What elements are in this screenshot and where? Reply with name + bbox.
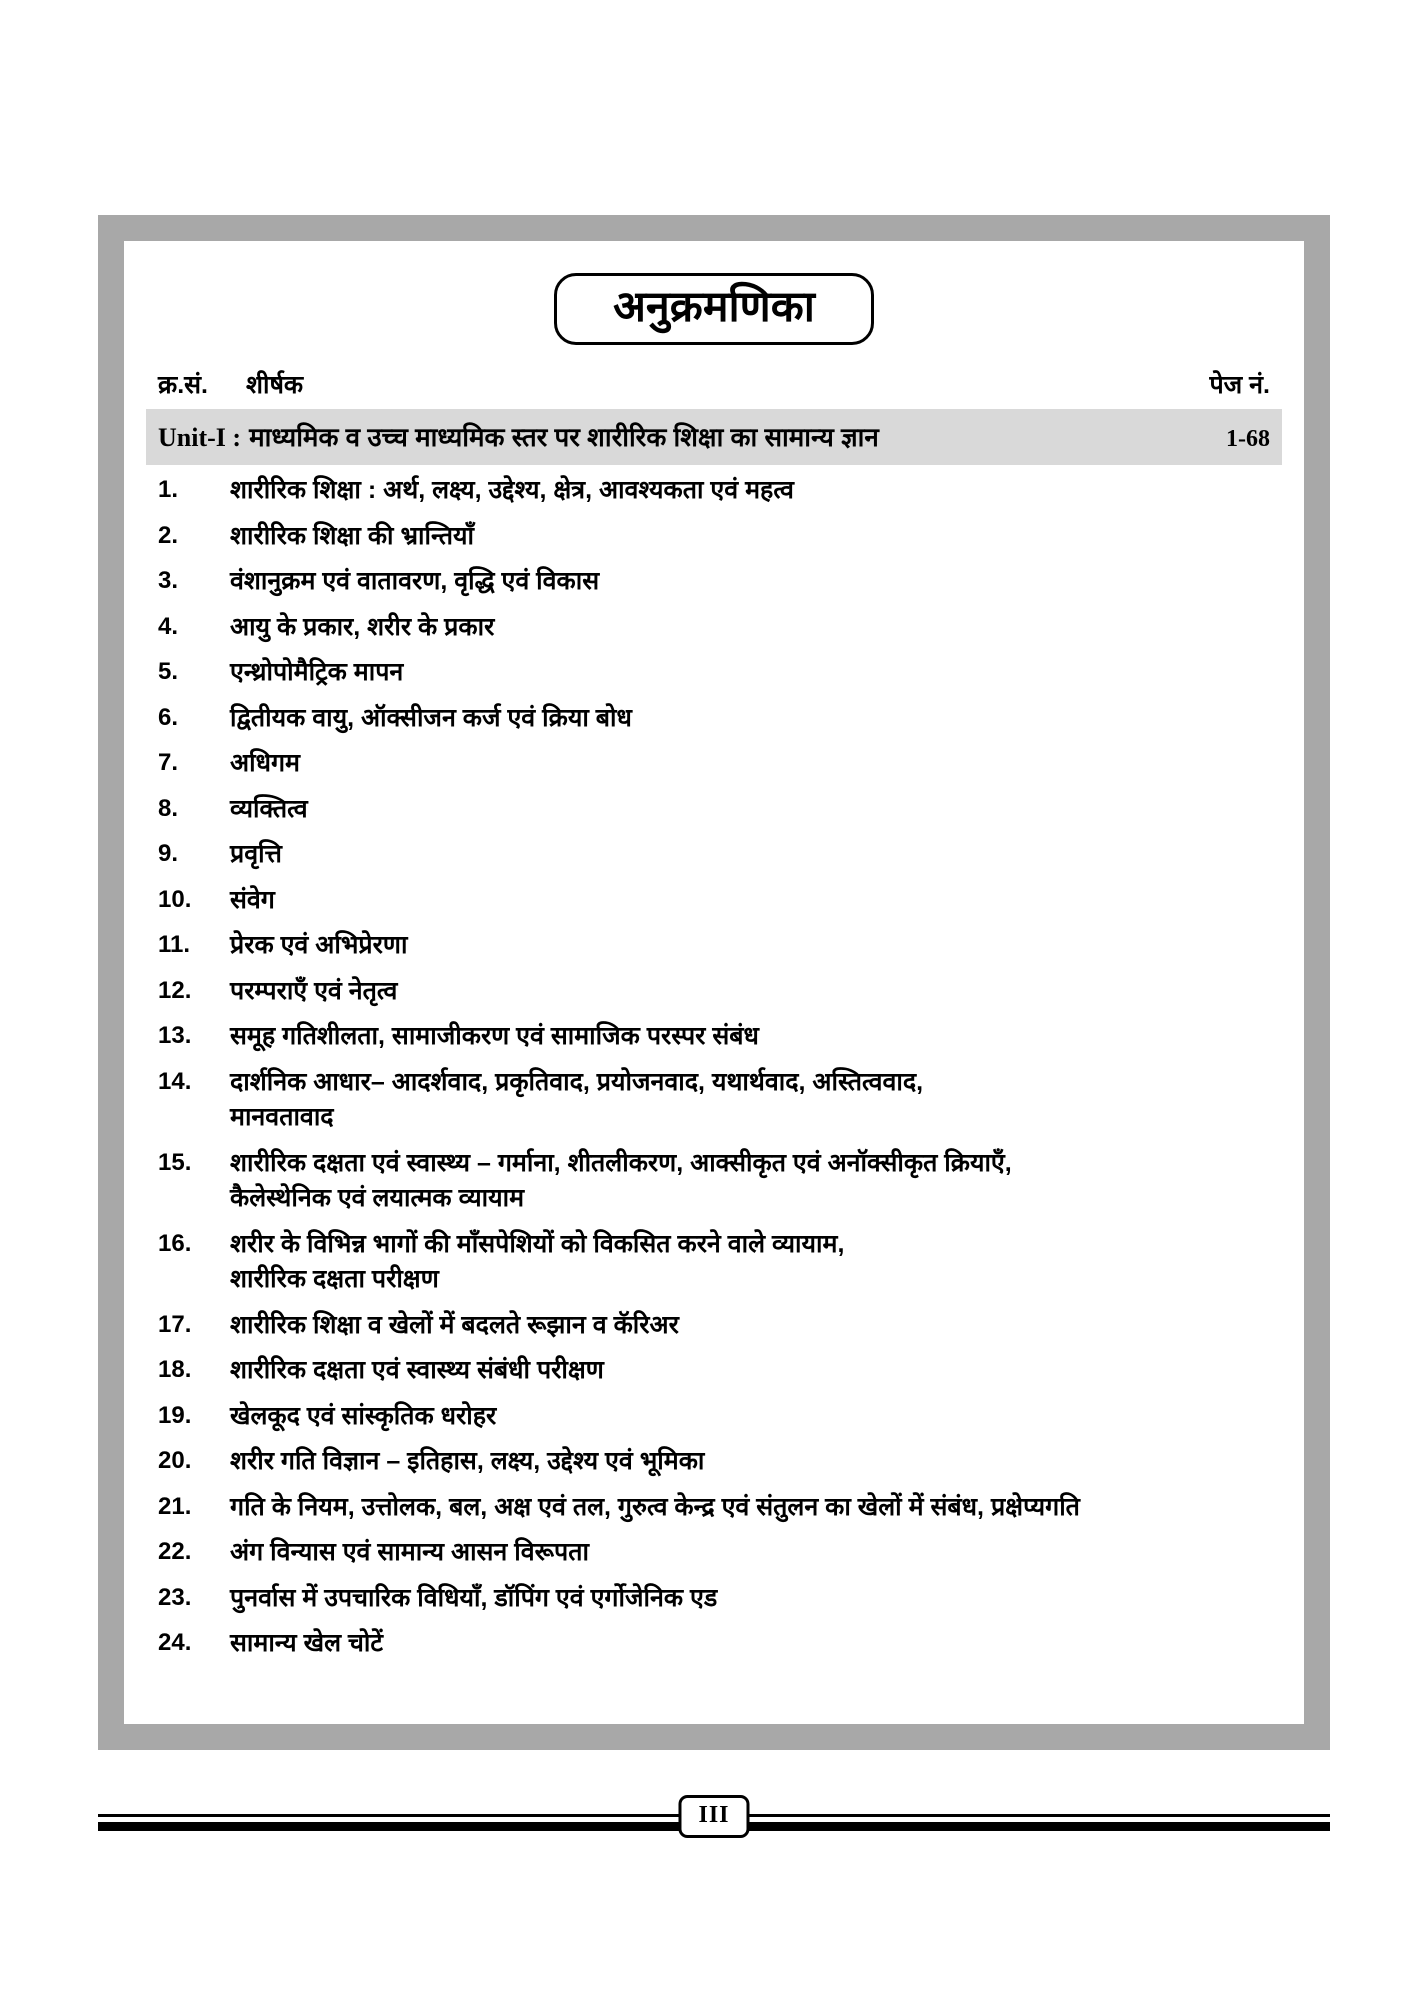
toc-row-title-line1: शारीरिक दक्षता एवं स्वास्थ्य – गर्माना, शीतलीकरण, आक्सीकृत एवं अनॉक्सीकृत क्रियाएँ, bbox=[230, 1148, 1012, 1177]
page-title-pill bbox=[554, 273, 874, 345]
toc-row-number: 24. bbox=[158, 1629, 192, 1657]
toc-row[interactable] bbox=[158, 610, 1270, 646]
toc-row-number: 19. bbox=[158, 1401, 192, 1429]
toc-row-title-line1: व्यक्तित्व bbox=[230, 794, 308, 823]
toc-row[interactable] bbox=[158, 746, 1270, 782]
toc-row-title bbox=[230, 701, 1270, 737]
toc-row-title bbox=[230, 473, 1270, 509]
toc-row-number: 6. bbox=[158, 703, 179, 731]
toc-row-number: 21. bbox=[158, 1492, 192, 1520]
toc-row[interactable] bbox=[158, 1308, 1270, 1344]
page-title: अनुक्रमणिका bbox=[613, 283, 815, 331]
toc-row-title bbox=[230, 1626, 1270, 1662]
toc-row-number: 7. bbox=[158, 749, 179, 777]
column-header-title: शीर्षक bbox=[246, 371, 304, 400]
toc-row-title-line1: खेलकूद एवं सांस्कृतिक धरोहर bbox=[230, 1401, 497, 1430]
toc-row-title-line1: पुनर्वास में उपचारिक विधियाँ, डॉपिंग एवं एर्गोजेनिक एड bbox=[230, 1583, 718, 1612]
footer-page-number: III bbox=[698, 1802, 730, 1828]
toc-row[interactable] bbox=[158, 1227, 1270, 1298]
toc-row-number: 1. bbox=[158, 476, 179, 504]
toc-row[interactable] bbox=[158, 701, 1270, 737]
toc-row[interactable] bbox=[158, 1019, 1270, 1055]
toc-row-title bbox=[230, 1146, 1270, 1217]
toc-row-title-line1: द्वितीयक वायु, ऑक्सीजन कर्ज एवं क्रिया बोध bbox=[230, 703, 632, 732]
toc-row[interactable] bbox=[158, 1490, 1270, 1526]
toc-row-title bbox=[230, 1399, 1270, 1435]
toc-row[interactable] bbox=[158, 1399, 1270, 1435]
toc-row-title-line1: आयु के प्रकार, शरीर के प्रकार bbox=[230, 612, 495, 641]
toc-row-title-line1: दार्शनिक आधार– आदर्शवाद, प्रकृतिवाद, प्रयोजनवाद, यथार्थवाद, अस्तित्ववाद, bbox=[230, 1067, 924, 1096]
toc-row-number: 18. bbox=[158, 1356, 192, 1384]
toc-row[interactable] bbox=[158, 1535, 1270, 1571]
toc-row-number: 4. bbox=[158, 612, 179, 640]
toc-row-title-line1: अधिगम bbox=[230, 749, 300, 778]
toc-row-number: 23. bbox=[158, 1583, 192, 1611]
toc-row-number: 20. bbox=[158, 1447, 192, 1475]
table-column-header bbox=[146, 361, 1282, 409]
toc-row-title-line1: शरीर के विभिन्न भागों की माँसपेशियों को विकसित करने वाले व्यायाम, bbox=[230, 1229, 845, 1258]
toc-row-number: 12. bbox=[158, 976, 192, 1004]
toc-row-title-line1: संवेग bbox=[230, 885, 275, 914]
toc-row[interactable] bbox=[158, 974, 1270, 1010]
toc-row-title bbox=[230, 1308, 1270, 1344]
toc-row[interactable] bbox=[158, 837, 1270, 873]
toc-row-title-line2: कैलेस्थेनिक एवं लयात्मक व्यायाम bbox=[230, 1184, 525, 1213]
toc-row-number: 2. bbox=[158, 521, 179, 549]
toc-row-title bbox=[230, 519, 1270, 555]
toc-row-title-line1: शारीरिक दक्षता एवं स्वास्थ्य संबंधी परीक्षण bbox=[230, 1356, 604, 1385]
toc-row-title bbox=[230, 1353, 1270, 1389]
toc-row-title bbox=[230, 792, 1270, 828]
toc-row-title-line1: प्रवृत्ति bbox=[230, 840, 282, 869]
toc-row-title-line1: समूह गतिशीलता, सामाजीकरण एवं सामाजिक परस्पर संबंध bbox=[230, 1022, 759, 1051]
toc-row[interactable] bbox=[158, 473, 1270, 509]
toc-row-title bbox=[230, 1444, 1270, 1480]
toc-row-number: 14. bbox=[158, 1067, 192, 1095]
toc-row-number: 11. bbox=[158, 931, 191, 959]
toc-row[interactable] bbox=[158, 564, 1270, 600]
toc-row-number: 5. bbox=[158, 658, 179, 686]
toc-row-title bbox=[230, 1227, 1270, 1298]
toc-row[interactable] bbox=[158, 928, 1270, 964]
toc-row-title-line1: शारीरिक शिक्षा व खेलों में बदलते रूझान व कॅरिअर bbox=[230, 1310, 679, 1339]
unit-label: Unit-I : bbox=[158, 423, 242, 453]
toc-row-title-line1: प्रेरक एवं अभिप्रेरणा bbox=[230, 931, 408, 960]
toc-row-number: 16. bbox=[158, 1229, 192, 1257]
footer-page-number-box bbox=[678, 1795, 749, 1838]
toc-row-title-line1: वंशानुक्रम एवं वातावरण, वृद्धि एवं विकास bbox=[230, 567, 600, 596]
toc-row-title bbox=[230, 610, 1270, 646]
toc-row-title-line1: अंग विन्यास एवं सामान्य आसन विरूपता bbox=[230, 1538, 589, 1567]
toc-row-title bbox=[230, 1065, 1270, 1136]
toc-row-title bbox=[230, 928, 1270, 964]
toc-row-title bbox=[230, 655, 1270, 691]
toc-row-title-line1: एन्थ्रोपोमैट्रिक मापन bbox=[230, 658, 404, 687]
toc-row[interactable] bbox=[158, 1581, 1270, 1617]
toc-row-title bbox=[230, 1490, 1270, 1526]
toc-row-title-line1: सामान्य खेल चोटें bbox=[230, 1629, 383, 1658]
toc-row-number: 13. bbox=[158, 1022, 192, 1050]
toc-row[interactable] bbox=[158, 1444, 1270, 1480]
page-title-row bbox=[146, 273, 1282, 345]
toc-row[interactable] bbox=[158, 519, 1270, 555]
toc-row-title bbox=[230, 1535, 1270, 1571]
toc-row-number: 15. bbox=[158, 1148, 192, 1176]
toc-row-title-line1: परम्पराएँ एवं नेतृत्व bbox=[230, 976, 398, 1005]
toc-row-title-line2: मानवतावाद bbox=[230, 1103, 334, 1132]
toc-row-title-line1: शरीर गति विज्ञान – इतिहास, लक्ष्य, उद्देश्य एवं भूमिका bbox=[230, 1447, 705, 1476]
toc-row-number: 10. bbox=[158, 885, 192, 913]
toc-row-title bbox=[230, 564, 1270, 600]
toc-row-number: 17. bbox=[158, 1310, 192, 1338]
toc-row-number: 9. bbox=[158, 840, 179, 868]
toc-row-title bbox=[230, 883, 1270, 919]
toc-row-number: 8. bbox=[158, 794, 179, 822]
toc-row[interactable] bbox=[158, 1146, 1270, 1217]
toc-row-title bbox=[230, 746, 1270, 782]
toc-row[interactable] bbox=[158, 792, 1270, 828]
toc-row-title bbox=[230, 837, 1270, 873]
toc-row-title bbox=[230, 1019, 1270, 1055]
toc-row-title bbox=[230, 1581, 1270, 1617]
toc-row-title-line1: शारीरिक शिक्षा : अर्थ, लक्ष्य, उद्देश्य, क्षेत्र, आवश्यकता एवं महत्व bbox=[230, 476, 794, 505]
unit-title: माध्यमिक व उच्च माध्यमिक स्तर पर शारीरिक शिक्षा का सामान्य ज्ञान bbox=[249, 422, 879, 453]
toc-row-title-line1: गति के नियम, उत्तोलक, बल, अक्ष एवं तल, गुरुत्व केन्द्र एवं संतुलन का खेलों में संबंध, प्रक्षेप्यगति bbox=[230, 1492, 1080, 1521]
toc-row[interactable] bbox=[158, 1353, 1270, 1389]
table-of-contents-list bbox=[146, 465, 1282, 1662]
toc-row[interactable] bbox=[158, 655, 1270, 691]
toc-row-number: 22. bbox=[158, 1538, 192, 1566]
unit-page-range: 1-68 bbox=[1226, 426, 1270, 453]
toc-row-number: 3. bbox=[158, 567, 179, 595]
unit-banner-row bbox=[146, 409, 1282, 465]
toc-row[interactable] bbox=[158, 883, 1270, 919]
toc-row[interactable] bbox=[158, 1065, 1270, 1136]
column-header-page: पेज नं. bbox=[1209, 371, 1270, 400]
page-footer bbox=[98, 1790, 1330, 1860]
column-header-serial: क्र.सं. bbox=[158, 371, 208, 400]
page-content-area bbox=[124, 241, 1304, 1724]
toc-row-title-line2: शारीरिक दक्षता परीक्षण bbox=[230, 1265, 439, 1294]
toc-row-title bbox=[230, 974, 1270, 1010]
toc-row[interactable] bbox=[158, 1626, 1270, 1662]
toc-row-title-line1: शारीरिक शिक्षा की भ्रान्तियाँ bbox=[230, 521, 474, 550]
page-border-frame bbox=[98, 215, 1330, 1750]
